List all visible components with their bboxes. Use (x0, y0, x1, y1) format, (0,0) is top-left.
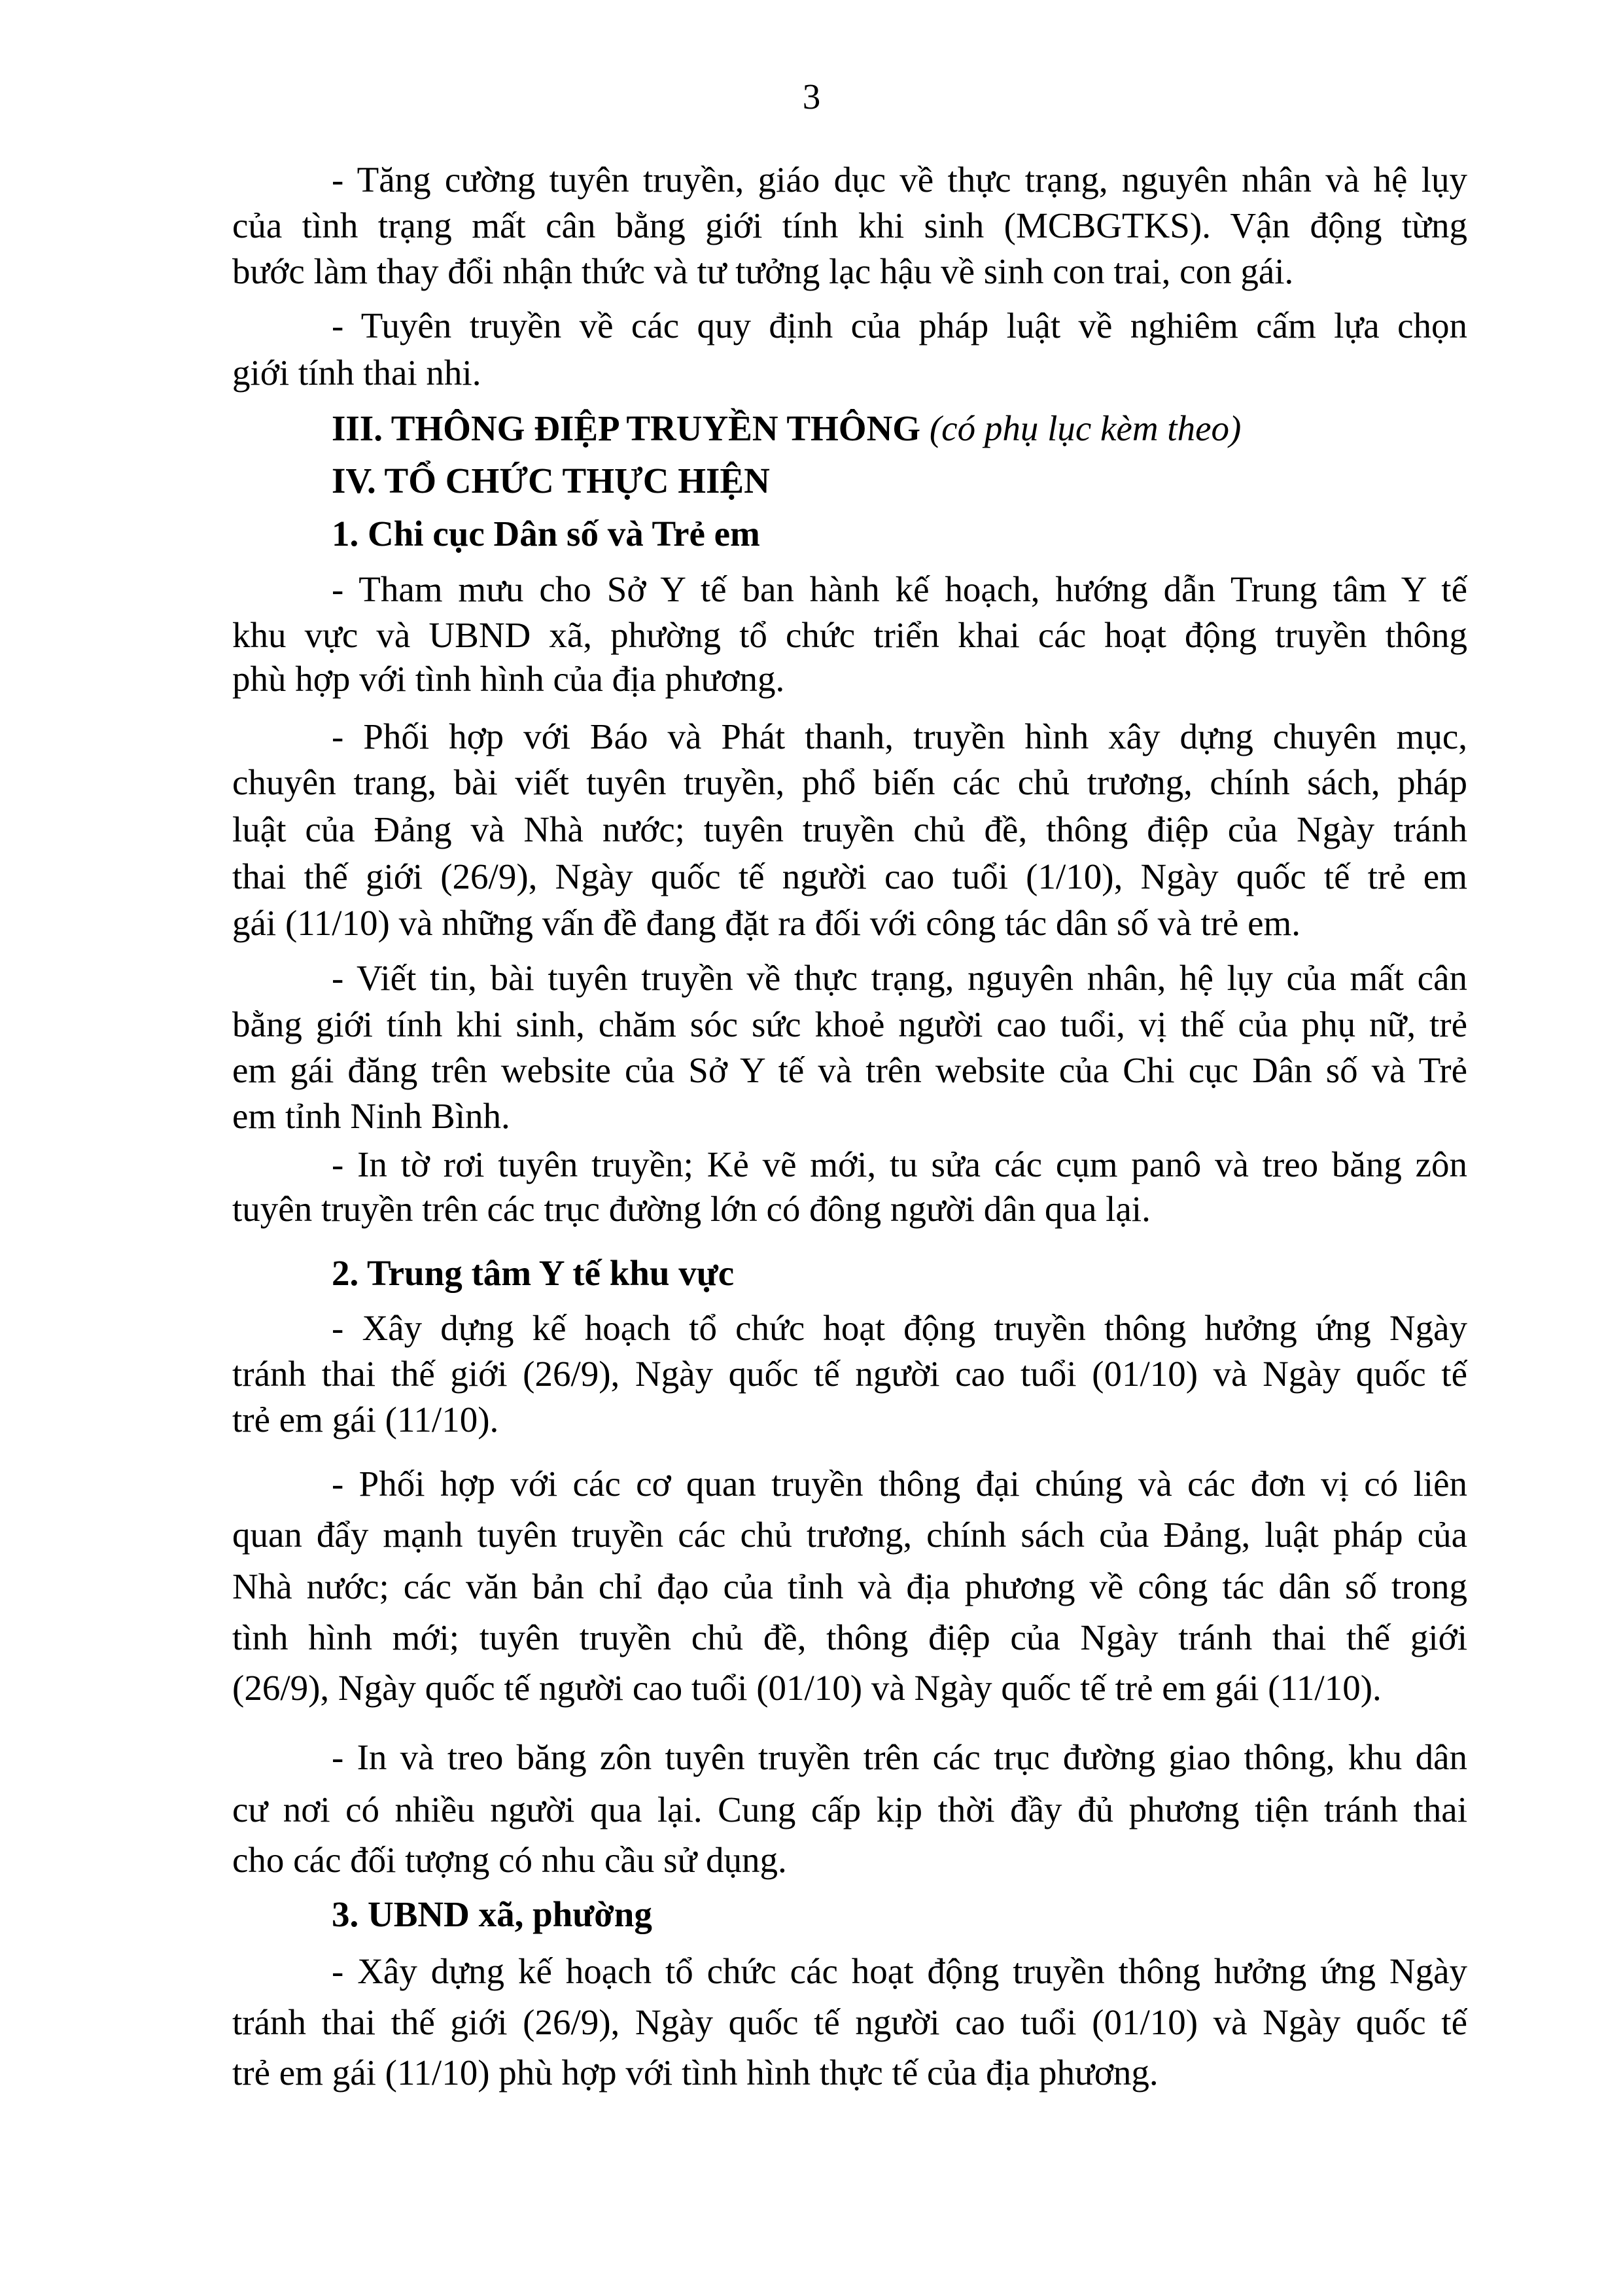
text-line: - Phối hợp với Báo và Phát thanh, truyền hình xây dựng chuyên mục, (332, 716, 1467, 756)
text-line: chuyên trang, bài viết tuyên truyền, phổ biến các chủ trương, chính sách, pháp (232, 762, 1467, 802)
text-line: thai thế giới (26/9), Ngày quốc tế người cao tuổi (1/10), Ngày quốc tế trẻ em (232, 857, 1467, 896)
text-line: tình hình mới; tuyên truyền chủ đề, thông điệp của Ngày tránh thai thế giới (232, 1617, 1467, 1657)
text-line: khu vực và UBND xã, phường tổ chức triển khai các hoạt động truyền thông (232, 615, 1467, 655)
text-line: trẻ em gái (11/10) phù hợp với tình hình thực tế của địa phương. (232, 2053, 1159, 2093)
text-line: trẻ em gái (11/10). (232, 1400, 499, 1439)
text-line: phù hợp với tình hình của địa phương. (232, 659, 785, 699)
text-line: giới tính thai nhi. (232, 353, 481, 393)
text-line: cư nơi có nhiều người qua lại. Cung cấp kịp thời đầy đủ phương tiện tránh thai (232, 1790, 1467, 1829)
text-line: quan đẩy mạnh tuyên truyền các chủ trương, chính sách của Đảng, luật pháp của (232, 1515, 1467, 1555)
text-line: luật của Đảng và Nhà nước; tuyên truyền chủ đề, thông điệp của Ngày tránh (232, 809, 1467, 849)
text-line: tuyên truyền trên các trục đường lớn có đông người dân qua lại. (232, 1189, 1151, 1229)
heading-section-iv: IV. TỔ CHỨC THỰC HIỆN (332, 461, 770, 501)
text-line: bằng giới tính khi sinh, chăm sóc sức khoẻ người cao tuổi, vị thế của phụ nữ, trẻ (232, 1004, 1467, 1044)
heading-subsection-2: 2. Trung tâm Y tế khu vực (332, 1253, 735, 1293)
text-line: em tỉnh Ninh Bình. (232, 1096, 510, 1136)
heading-text: III. THÔNG ĐIỆP TRUYỀN THÔNG (332, 408, 921, 448)
text-line: - Tăng cường tuyên truyền, giáo dục về thực trạng, nguyên nhân và hệ lụy (332, 160, 1467, 200)
text-line: gái (11/10) và những vấn đề đang đặt ra đối với công tác dân số và trẻ em. (232, 903, 1301, 943)
text-line: - Xây dựng kế hoạch tổ chức các hoạt động truyền thông hưởng ứng Ngày (332, 1951, 1467, 1991)
text-line: Nhà nước; các văn bản chỉ đạo của tỉnh và địa phương về công tác dân số trong (232, 1566, 1467, 1606)
text-line: - Tham mưu cho Sở Y tế ban hành kế hoạch, hướng dẫn Trung tâm Y tế (332, 569, 1467, 609)
text-line: em gái đăng trên website của Sở Y tế và trên website của Chi cục Dân số và Trẻ (232, 1050, 1467, 1090)
text-line: bước làm thay đổi nhận thức và tư tưởng lạc hậu về sinh con trai, con gái. (232, 251, 1294, 291)
text-line: (26/9), Ngày quốc tế người cao tuổi (01/10) và Ngày quốc tế trẻ em gái (11/10). (232, 1668, 1382, 1708)
heading-section-iii (332, 406, 1467, 451)
text-line: - Phối hợp với các cơ quan truyền thông đại chúng và các đơn vị có liên (332, 1464, 1467, 1504)
text-line: cho các đối tượng có nhu cầu sử dụng. (232, 1840, 787, 1880)
text-line: của tình trạng mất cân bằng giới tính khi sinh (MCBGTKS). Vận động từng (232, 205, 1467, 245)
text-line: tránh thai thế giới (26/9), Ngày quốc tế người cao tuổi (01/10) và Ngày quốc tế (232, 1354, 1467, 1394)
heading-note: (có phụ lục kèm theo) (929, 408, 1242, 448)
text-line: - Tuyên truyền về các quy định của pháp luật về nghiêm cấm lựa chọn (332, 306, 1467, 345)
heading-subsection-1: 1. Chi cục Dân số và Trẻ em (332, 514, 760, 554)
text-line: - In và treo băng zôn tuyên truyền trên các trục đường giao thông, khu dân (332, 1737, 1467, 1777)
page-number: 3 (802, 77, 821, 116)
text-line: - Xây dựng kế hoạch tổ chức hoạt động truyền thông hưởng ứng Ngày (332, 1308, 1467, 1348)
text-line: tránh thai thế giới (26/9), Ngày quốc tế người cao tuổi (01/10) và Ngày quốc tế (232, 2002, 1467, 2042)
text-line: - In tờ rơi tuyên truyền; Kẻ vẽ mới, tu sửa các cụm panô và treo băng zôn (332, 1144, 1467, 1184)
text-line: - Viết tin, bài tuyên truyền về thực trạng, nguyên nhân, hệ lụy của mất cân (332, 958, 1467, 998)
heading-subsection-3: 3. UBND xã, phường (332, 1894, 652, 1934)
